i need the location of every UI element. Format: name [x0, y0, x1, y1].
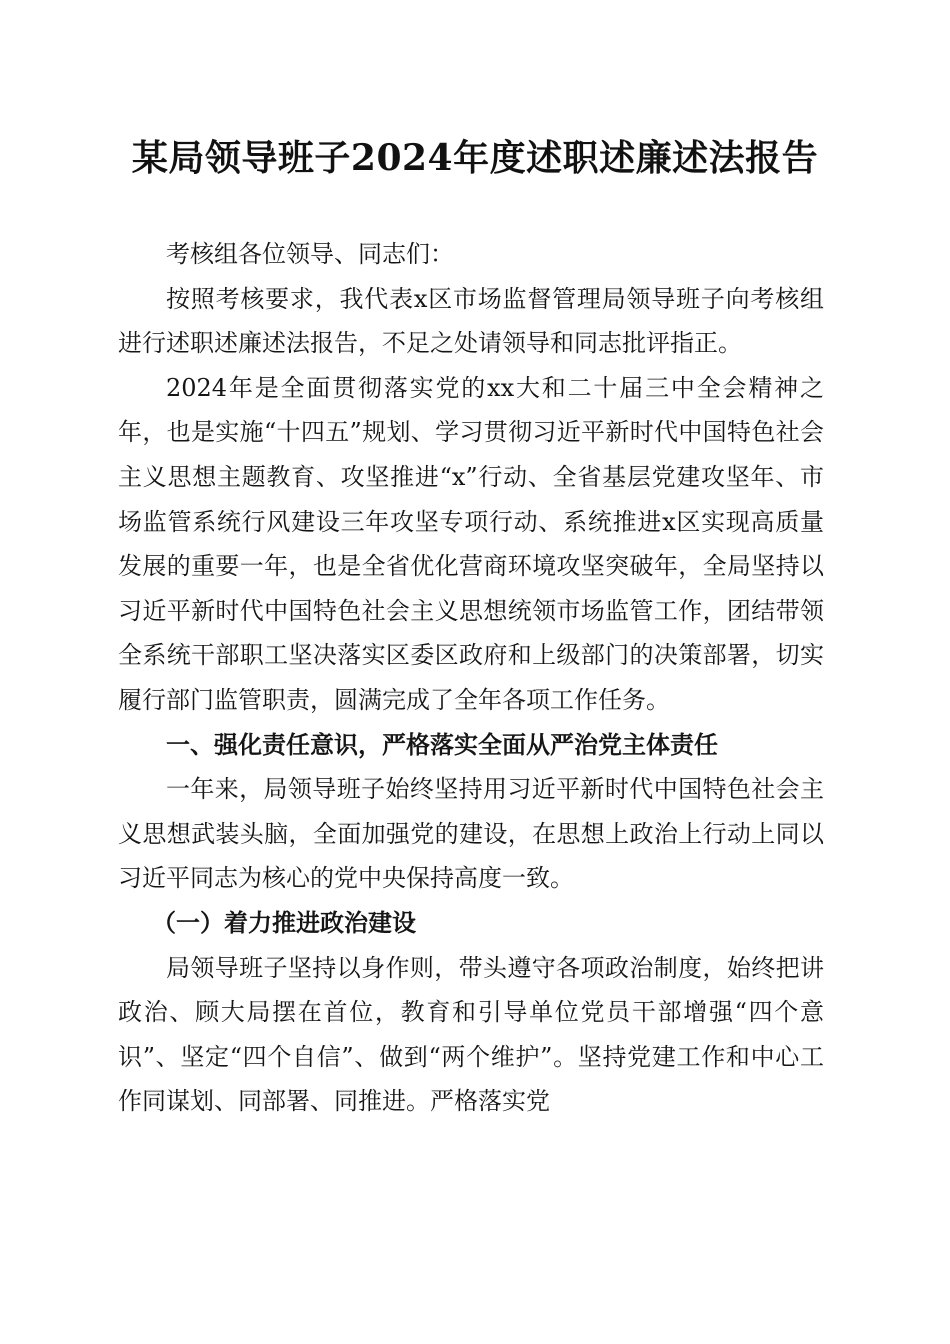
document-body	[118, 232, 824, 1124]
salutation-paragraph: 考核组各位领导、同志们：	[166, 240, 454, 268]
subsection-heading-1: （一）着力推进政治建设	[152, 908, 416, 937]
document-title: 某局领导班子2024年度述职述廉述法报告	[131, 137, 819, 179]
intro-paragraph: 按照考核要求，我代表x区市场监督管理局领导班子向考核组进行述职述廉述法报告，不足之处请领导和同志批评指正。	[118, 284, 824, 358]
subsection-1-paragraph: 局领导班子坚持以身作则，带头遵守各项政治制度，始终把讲政治、顾大局摆在首位，教育和引导单位党员干部增强“四个意识”、坚定“四个自信”、做到“两个维护”。坚持党建工作和中心工作同谋划、同部署、同推进。严格落实党	[118, 953, 824, 1116]
section-1-paragraph: 一年来，局领导班子始终坚持用习近平新时代中国特色社会主义思想武装头脑，全面加强党的建设，在思想上政治上行动上同以习近平同志为核心的党中央保持高度一致。	[118, 775, 824, 893]
section-heading-1: 一、强化责任意识，严格落实全面从严治党主体责任	[166, 730, 718, 759]
background-paragraph: 2024年是全面贯彻落实党的xx大和二十届三中全会精神之年，也是实施“十四五”规划、学习贯彻习近平新时代中国特色社会主义思想主题教育、攻坚推进“x”行动、全省基层党建攻坚年、市场监管系统行风建设三年攻坚专项行动、系统推进x区实现高质量发展的重要一年，也是全省优化营商环境攻坚突破年，全局坚持以习近平新时代中国特色社会主义思想统领市场监管工作，团结带领全系统干部职工坚决落实区委区政府和上级部门的决策部署，切实履行部门监管职责，圆满完成了全年各项工作任务。	[118, 373, 824, 714]
